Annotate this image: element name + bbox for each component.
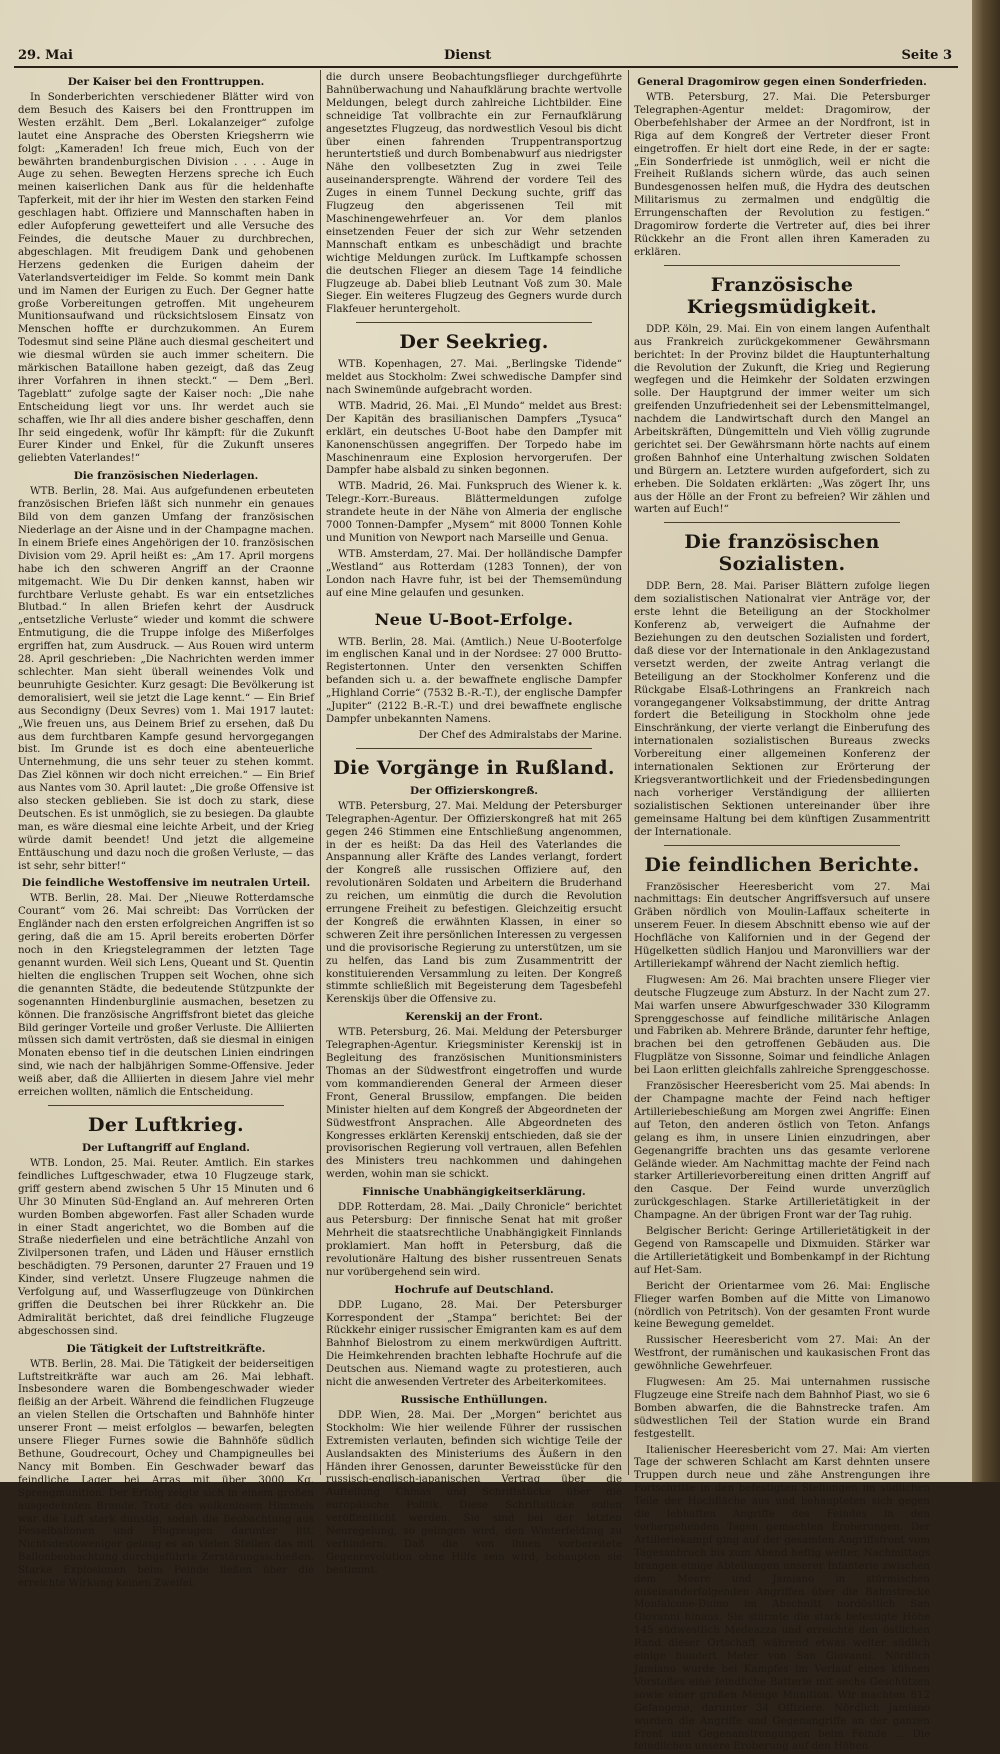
header-page-number: Seite 3	[901, 48, 952, 63]
header-date: 29. Mai	[18, 48, 73, 63]
article-westoffensive: WTB. Berlin, 28. Mai. Der „Nieuwe Rotterdamsche Courant“ vom 26. Mai schreibt: Das Vorrücken der Engländer nach den ersten erfolgreichen Angriffen ist so gering, daß die am 15. April bereits eroberten Dörfer noch in den Kriegstelegrammen der letzten Tage genannt wurden. Weil sich Lens, Queant und St. Quentin hielten die englischen Truppen seit Wochen, ohne sich die genannten Städte, die bedeutende Stützpunkte der sogenannten Hindenburglinie ausmachen, besetzen zu können. Die französische Angriffsfront bietet das gleiche Bild geringer Vorteile und großer Verluste. Die Alliierten müssen sich damit vertrösten, daß sie diesmal in einigen Monaten ebenso tief in die deutschen Linien eindringen sind, wie nach der halbjährigen Somme-Offensive. Jeder weiß aber, daß die Alliierten in diesem Jahre viel mehr erreichen wollten, nämlich die Entscheidung.	[18, 893, 314, 1099]
column-2	[326, 72, 622, 1576]
signature-admiralstab: Der Chef des Admiralstabs der Marine.	[418, 729, 622, 741]
article-offizierskongress: WTB. Petersburg, 27. Mai. Meldung der Petersburger Telegraphen-Agentur. Der Offizierskongreß hat mit 265 gegen 246 Stimmen eine Entschließung angenommen, in der es heißt: Da das Heil des Vaterlandes die Anspannung aller Kräfte des Landes verlangt, fordert der Kongreß alle russischen Offiziere auf, den revolutionären Soldaten und Arbeitern die Bruderhand zu reichen, um einmütig die durch die Revolution errungene Freiheit zu befestigen. Gleichzeitig ersucht der Kongreß die erwähnten Klassen, in einer so schweren Zeit ihre persönlichen Interessen zu vergessen und die provisorische Regierung zu unterstützen, um sie zu helfen, das Land bis zum Zusammentritt der konstituierenden Versammlung zu leiten. Der Kongreß stimmte schließlich mit Begeisterung dem Tagesbefehl Kerenskijs über die Offensive zu.	[326, 800, 622, 1006]
headline-taetigkeit: Die Tätigkeit der Luftstreitkräfte.	[66, 1342, 266, 1355]
article-niederlagen: WTB. Berlin, 28. Mai. Aus aufgefundenen erbeuteten französischen Briefen läßt sich nunmehr ein genaues Bild von dem ganzen Umfang der französischen Niederlage an der Aisne und in der Champagne machen. In einem Briefe eines Angehörigen der 10. französischen Division vom 29. April heißt es: „Am 17. April morgens habe ich den schweren Angriff an der Craonne mitgemacht. Wie Du Dir denken kannst, haben wir furchtbare Verluste gehabt. Es war ein entsetzliches Blutbad.“ In allen Briefen kehrt der Ausdruck „entsetzliche Verluste“ wieder und kommt die schwere Entmutigung, die die Truppe infolge des Mißerfolges ergriffen hat, zum Ausdruck. — Aus Rouen wird unterm 28. April geschrieben: „Die Nachrichten werden immer schlechter. Man sieht überall weinendes Volk und beunruhigte Gesichter. Kurz gesagt: Die Bevölkerung ist demoralisiert, weil sie jetzt die Lage kennt.“ — Ein Brief aus Secondigny (Deux Sevres) vom 1. Mai 1917 lautet: „Wie freuen uns, aus Deinem Brief zu ersehen, daß Du aus dem furchtbaren Kampfe gesund hervorgegangen bist. Im Grunde ist es doch eine abenteuerliche Unternehmung, die uns sehr teuer zu stehen kommt. Das Ziel können wir doch nicht erreichen.“ — Ein Brief aus Nantes vom 30. April lautet: „Die große Offensive ist also stecken geblieben. Sie ist doch zu stark, diese Deutschen. Es ist unmöglich, sie zu besiegen. Da glaubte man, es wäre diesmal eine leichte Arbeit, und der Krieg würde damit beendet! Und jetzt die allgemeine Enttäuschung und dazu noch die großen Verluste, — das ist sehr, sehr bitter!“	[18, 486, 314, 872]
headline-offizierskongress: Der Offizierskongreß.	[410, 784, 538, 797]
section-title-feindliche-berichte: Die feindlichen Berichte.	[644, 853, 920, 876]
report-orient: Bericht der Orientarmee vom 26. Mai: Englische Flieger warfen Bomben auf die Mitte von Limanowo (nördlich von Petritsch). Von der gesamten Front wurde keine Bewegung gemeldet.	[634, 1280, 930, 1331]
article-england: WTB. London, 25. Mai. Reuter. Amtlich. Ein starkes feindliches Luftgeschwader, etwa 10 Flugzeuge stark, griff gestern abend zwischen 5 Uhr 15 Minuten und 6 Uhr 30 Minuten Süd-England an. Auf mehreren Orten wurden Bomben abgeworfen. Fast aller Schaden wurde in einer Stadt angerichtet, wo die Bomben auf die Straße niederfielen und eine beträchtliche Anzahl von Zivilpersonen trafen, und Läden und Häuser ernstlich beschädigten. 79 Personen, darunter 27 Frauen und 19 Kinder, sind verletzt. Unsere Flugzeuge nahmen die Verfolgung auf, und Wasserflugzeuge von Dünkirchen griffen die Deutschen bei ihrer Rückkehr an. Die Admiralität berichtet, daß drei feindliche Flugzeuge abgeschossen sind.	[18, 1157, 314, 1337]
section-rule	[664, 845, 900, 846]
report-french-3: Französischer Heeresbericht vom 25. Mai abends: In der Champagne machte der Feind nach heftiger Artilleriebeschießung am Morgen zwei Angriffe: Einen auf Teton, den anderen östlich von Teton. Anfangs gelang es ihm, in unsere Linien einzudringen, aber Gegenangriffe brachten uns das gesamte verlorene Gelände wieder. Am Nachmittag machte der Feind nach starker Artillerievorbereitung einen dritten Angriff auf den Casque. Der Feind wurde unverzüglich zurückgeschlagen. Starke Artillerietätigkeit in der Champagne. An der übrigen Front war der Tag ruhig.	[634, 1081, 930, 1222]
section-title-uboot: Neue U-Boot-Erfolge.	[374, 609, 574, 629]
section-title-russland: Die Vorgänge in Rußland.	[333, 756, 615, 779]
headline-england: Der Luftangriff auf England.	[82, 1141, 250, 1154]
article-see-4: WTB. Amsterdam, 27. Mai. Der holländische Dampfer „Westland“ aus Rotterdam (1283 Tonnen), der von London nach Havre fuhr, ist bei der Themsemündung auf eine Mine gelaufen und gesunken.	[326, 548, 622, 599]
column-1	[18, 72, 314, 1590]
section-rule	[48, 1105, 284, 1106]
headline-finnland: Finnische Unabhängigkeitserklärung.	[362, 1186, 586, 1199]
page-edge	[972, 0, 1000, 1482]
article-enthuellungen: DDP. Wien, 28. Mai. Der „Morgen“ berichtet aus Stockholm: Wie hier weilende Führer der russischen Extremisten verlauten, befinden sich wichtige Teile der Auslandsakten des Ministeriums des Äußern in den Händen ihrer Genossen, darunter Beweisstücke für den russisch-englisch-japanischen Vertrag über die Aufteilung Chinas und Schriftstücke über die europäische Politik. Diese Schriftstücke sollen veröffentlicht werden. Sie sind bei der letzten Neuregelung, so gelingen wird, den Winterfeldzug zu verhindern. Daß die von ihnen vorbereitete Gegenrevolution ohne Hilfe sein wird, behaupten sie bestimmt.	[326, 1409, 622, 1576]
article-hochrufe: DDP. Lugano, 28. Mai. Der Petersburger Korrespondent der „Stampa“ berichtet: Bei der Rückkehr einiger russischer Emigranten kam es auf dem Bahnhof Bielostrom zu einem merkwürdigen Auftritt. Die Heimkehrenden brachten lebhafte Hochrufe auf die Deutschen aus. Niemand wagte zu protestieren, auch nicht die anwesenden Vertreter des Arbeiterkomitees.	[326, 1299, 622, 1389]
headline-niederlagen: Die französischen Niederlagen.	[73, 470, 259, 483]
headline-kerenskij: Kerenskij an der Front.	[405, 1011, 543, 1024]
section-rule	[356, 748, 592, 749]
article-finnland: DDP. Rotterdam, 28. Mai. „Daily Chronicle“ berichtet aus Petersburg: Der finnische Senat hat mit großer Mehrheit die staatsrechtliche Unabhängigkeit Finnlands proklamiert. Man hofft in Petersburg, daß die revolutionäre Haltung des bisher russentreuen Senats nur vorübergehend sein wird.	[326, 1202, 622, 1278]
section-rule	[664, 265, 900, 266]
article-kaiser: In Sonderberichten verschiedener Blätter wird von dem Besuch des Kaisers bei den Fronttruppen im Westen erzählt. Dem „Berl. Lokalanzeiger“ zufolge lautet eine Ansprache des Obersten Kriegsherrn wie folgt: „Kameraden! Ich freue mich, Euch von der bewährten brandenburgischen Division . . . . Auge in Auge zu sehen. Bewegten Herzens spreche ich Euch meinen kaiserlichen Dank aus für die heldenhafte Tapferkeit, mit der ihr hier im Westen den starken Feind geschlagen habt. Offiziere und Mannschaften haben in edler Aufopferung gewetteifert und alle Versuche des Feindes, die deutsche Mauer zu durchbrechen, abgeschlagen. Mit freudigem Dank und gehobenen Herzens gedenken die Eurigen daheim der Vaterlandsverteidiger im Felde. So kommt mein Dank und im Namen der Eurigen zu Euch. Der Gegner hatte große Vorbereitungen getroffen. Mit ungeheurem Munitionsaufwand und rücksichtslosem Einsatz von Menschen hoffte er durchzukommen. An Eurem Todesmut sind seine Pläne auch diesmal gescheitert und wie diesmal würden sie auch immer scheitern. Die märkischen Bataillone haben gezeigt, daß das Zeug ihrer Vorfahren in ihnen steckt.“ — Dem „Berl. Tageblatt“ zufolge sagte der Kaiser noch: „Die nahe Entscheidung liegt vor uns. Ihr werdet auch sie schaffen, wie Ihr all dies andere bisher geschaffen, denn Ihr seid eingedenk, wofür Ihr kämpft: für die Zukunft Eurer Kinder und Enkel, für die Zukunft unseres geliebten Vaterlandes!“	[18, 92, 314, 465]
article-sozialisten: DDP. Bern, 28. Mai. Pariser Blättern zufolge liegen dem sozialistischen Nationalrat vier Anträge vor, der erste lehnt die Beteiligung an der Stockholmer Konferenz ab, verweigert die Aufnahme der Beziehungen zu den deutschen Sozialisten und fordert, daß diese vor der Internationale in den Anklagezustand versetzt werden, der zweite Antrag verlangt die Beteiligung an der Stockholmer Konferenz und die Rückgabe Elsaß-Lothringens an Frankreich nach vorangegangener Volksabstimmung, der dritte Antrag fordert die Beteiligung in Stockholm ohne jede Einschränkung, der vierte verlangt die Einberufung des internationalen sozialistischen Bureaus zwecks Vorbereitung einer allgemeinen Konferenz der internationalen Sektionen zur Erörterung der Kriegsverantwortlichkeit und der Friedensbedingungen nach vorheriger Verständigung der alliierten sozialistischen Sektionen untereinander über ihre gemeinsame Haltung bei dem künftigen Zusammentritt der Internationale.	[634, 581, 930, 838]
headline-dragomirow: General Dragomirow gegen einen Sonderfrieden.	[637, 76, 927, 88]
article-continued: die durch unsere Beobachtungsflieger durchgeführte Bahnüberwachung und Nahaufklärung brachte wertvolle Meldungen, belegt durch zahlreiche Lichtbilder. Eine schneidige Tat vollbrachte ein zur Fernaufklärung angesetztes Flugzeug, das nordwestlich Vesoul bis dicht über einen fahrenden Truppentransportzug heruntertstieß und durch Bombenabwurf aus niedrigster Nähe den vollbesetzten Zug in zwei Teile auseinandersprengte. Während der vordere Teil des Zuges in einem Tunnel Deckung suchte, griff das Flugzeug den abgerissenen Teil mit Maschinengewehrfeuer an. Vor dem planlos einsetzenden Feuer der sich zur Wehr setzenden Mannschaft entkam es unbeschädigt und brachte wichtige Meldungen zurück. Im Luftkampfe schossen die deutschen Flieger an diesem Tage 14 feindliche Flugzeuge ab. Dabei blieb Leutnant Voß zum 30. Male Sieger. Ein weiteres Flugzeug des Gegners wurde durch Flakfeuer heruntergeholt.	[326, 72, 622, 316]
page-header	[14, 42, 958, 66]
article-see-1: WTB. Kopenhagen, 27. Mai. „Berlingske Tidende“ meldet aus Stockholm: Zwei schwedische Dampfer sind nach Swinemünde aufgebracht worden.	[326, 359, 622, 397]
article-kerenskij: WTB. Petersburg, 26. Mai. Meldung der Petersburger Telegraphen-Agentur. Kriegsminister Kerenskij ist in Begleitung des französischen Munitionsministers Thomas an der Südwestfront eingetroffen und wurde vom kommandierenden General der Armeen dieser Front, General Brussilow, empfangen. Die beiden Minister hielten auf dem Kongreß der Abgeordneten der Südwestfront Ansprachen. Alle Abgeordneten des Kongresses erklärten Kerenskij entschieden, daß sie der provisorischen Regierung voll vertrauen, allen Befehlen des Ministers treu nachkommen und dahingehen werden, wohin man sie schickt.	[326, 1027, 622, 1181]
headline-westoffensive: Die feindliche Westoffensive im neutralen Urteil.	[21, 877, 311, 890]
article-see-3: WTB. Madrid, 26. Mai. Funkspruch des Wiener k. k. Telegr.-Korr.-Bureaus. Blättermeldungen zufolge strandete heute in der Nähe von Almeria der englische 7000 Tonnen-Dampfer „Mysem“ mit 8000 Tonnen Kohle und Munition von Newport nach Marseille und Genua.	[326, 481, 622, 544]
section-title-seekrieg: Der Seekrieg.	[399, 331, 549, 354]
article-uboot: WTB. Berlin, 28. Mai. (Amtlich.) Neue U-Booterfolge im englischen Kanal und in der Nordsee: 27 000 Brutto-Registertonnen. Unter den versenkten Schiffen befanden sich u. a. der bewaffnete englische Dampfer „Highland Corrie“ (7532 B.-R.-T.), der englische Dampfer „Jupiter“ (2122 B.-R.-T.) und drei bewaffnete englische Dampfer unbekannten Namens.	[326, 636, 622, 725]
report-italian: Italienischer Heeresbericht vom 27. Mai: Am vierten Tage der schweren Schlacht am Karst dehnten unsere Truppen durch neue und zähe Anstrengungen ihre Fortschritte in den befestigten Stellungen im südlichen Teile der Hochfläche aus und behaupteten sich gegen die lebhaften Angriffe des Feindes in den vorhergehenden Tagen gemachten Eroberungen. Der Artilleriekampf ging auf der gesamten Angriffsfront vom Tagesanbruch bis zum Abend heftig weiter. Nachmittags brangen einige Abteilungen unserer Infanterie zwischen dem Meere und Jamiano in stürmischen auseinanderfolgenden Angriffen über die Bahnstrecke Monfalcone-Duino im Abschnitt nordöstlich San Giovanni hinaus. Sie stürmte die stark befestigte Höhe 145 südwestlich Medeazza und erreichte den östlichen Rand dieser Ortschaft während etwas weiter südlich einige hundert Meter von San Giovanni. Nördlich Jamiano wurde bei Kampfes im Verlauf eines kühnen Vorstoßes eine feindliche Batterie mit sechs Geschützen sowie einer großen Menge Munition. Wir machten 812 Gefangene, darunter 34 Offiziere. Nördlich Jamiano wurden die Angriffe und Gegenangriffe an der ganzen Front und Gegenanstrengungen beim Feinde ... Die feindlichen unsere Eroberung auf den Höhen	[634, 1444, 930, 1753]
section-title-luftkrieg: Der Luftkrieg.	[88, 1113, 244, 1136]
report-russian: Russischer Heeresbericht vom 27. Mai: An der Westfront, der rumänischen und kaukasischen Front das gewöhnliche Gewehrfeuer.	[634, 1335, 930, 1373]
header-rule	[14, 66, 958, 68]
headline-hochrufe: Hochrufe auf Deutschland.	[394, 1283, 554, 1296]
headline-enthuellungen: Russische Enthüllungen.	[400, 1393, 548, 1406]
article-taetigkeit: WTB. Berlin, 28. Mai. Die Tätigkeit der beiderseitigen Luftstreitkräfte war auch am 26. Mai lebhaft. Insbesondere waren die Bombengeschwader wieder fleißig an der Arbeit. Während die feindlichen Flugzeuge an vielen Stellen die Ortschaften und Bahnhöfe hinter unserer Front — meist erfolglos — bewarfen, belegten unsere Flieger Furnes sowie die Bahnhöfe südlich Bethune, Goudrecourt, Ochey und Champigneulles bei Nancy mit Bomben. Ein Geschwader bewarf das feindliche Lager bei Arras mit über 3000 Kg. Sprengmunition. Der Erfolg zeigte sich in einem großen ausgedehnten Brande. Trotz des wolkenlosen Himmels war die Luft stark dunstig, sodaß die Beobachtung aus Fesselballonen und Flugzeugen darunter litt. Nichtsdestoweniger gelang es an vielen Stellen das mit Ballonbeobachtung durchgeführte Zerstörungsschießen. Starke Explosionen beim Feinde ließen über die erreichte Wirkung keinen Zweifel.	[18, 1358, 314, 1590]
section-rule	[664, 522, 900, 523]
report-french-1: Französischer Heeresbericht vom 27. Mai nachmittags: Ein deutscher Angriffsversuch auf unsere Gräben nördlich von Moulin-Laffaux scheiterte in unserem Feuer. In diesem Abschnitt ebenso wie auf der Hochfläche von Kalifornien und in der Gegend der Hügelketten südlich Hanjou und Maronvilliers war der Artilleriekampf während der Nacht ziemlich heftig.	[634, 881, 930, 970]
column-divider	[628, 70, 629, 1475]
section-title-kriegsmuedigkeit: Französische Kriegsmüdigkeit.	[686, 273, 878, 318]
section-rule	[356, 322, 592, 323]
column-divider	[320, 70, 321, 1475]
section-title-sozialisten: Die französischen Sozialisten.	[684, 531, 880, 576]
column-3	[634, 72, 930, 1753]
article-see-2: WTB. Madrid, 26. Mai. „El Mundo“ meldet aus Brest: Der Kapitän des brasilianischen Dampfers „Tysuca“ erklärt, ein deutsches U-Boot habe den Dampfer mit Kanonenschüssen angegriffen. Der Torpedo habe im Maschinenraum eine Explosion hervorgerufen. Der Dampfer habe alsbald zu sinken begonnen.	[326, 400, 622, 477]
report-russian-air: Flugwesen: Am 25. Mai unternahmen russische Flugzeuge eine Streife nach dem Bahnhof Piast, wo sie 6 Bomben abwarfen, die die Bahnstrecke trafen. Am südwestlichen Teil der Station wurde ein Brand festgestellt.	[634, 1377, 930, 1440]
article-dragomirow: WTB. Petersburg, 27. Mai. Die Petersburger Telegraphen-Agentur meldet: Dragomirow, der Oberbefehlshaber der Armee an der Nordfront, ist in Riga auf dem Kongreß der Vertreter dieser Front eingetroffen. Er hielt dort eine Rede, in der er sagte: „Ein Sonderfriede ist unmöglich, weil er nicht die Freiheit Rußlands sichern würde, das auch seinen Bundesgenossen helfen muß, die Hydra des deutschen Militarismus zu zermalmen und endgültig die Errungenschaften der Revolution zu festigen.“ Dragomirow forderte die Vertreter auf, dies bei ihrer Rückkehr an die Front allen ihren Kameraden zu erklären.	[634, 92, 930, 258]
report-french-2: Flugwesen: Am 26. Mai brachten unsere Flieger vier deutsche Flugzeuge zum Absturz. In der Nacht zum 27. Mai warfen unsere Abwurfgeschwader 330 Kilogramm Sprenggeschosse auf feindliche militärische Anlagen und Fabriken ab. Mehrere Brände, darunter fehr heftige, brachen bei den getroffenen Gebäuden aus. Die Flugplätze von Sissonne, Soimar und feindliche Anlagen bei Laon erlitten gleichfalls zahlreiche Sprenggeschosse.	[634, 974, 930, 1077]
article-kriegsmuedigkeit: DDP. Köln, 29. Mai. Ein von einem langen Aufenthalt aus Frankreich zurückgekommener Gewährsmann berichtet: In der Provinz bildet die Hauptunterhaltung die Revolution der Zukunft, die Krieg und Regierung wegfegen und die Heimkehr der Soldaten erzwingen solle. Der Hauptgrund der immer weiter um sich greifenden Unzufriedenheit sei der Lebensmittelmangel, nachdem die Landwirtschaft durch den Mangel an Arbeitskräften, Düngemitteln und Vieh völlig zugrunde gerichtet sei. Der Gewährsmann hörte nachts auf einem großen Bahnhof eine Unterhaltung zwischen Soldaten und Bürgern an. Letztere wurden aufgefordert, sich zu erheben. Die Soldaten erklärten: „Was zögert Ihr, uns aus der Hölle an der Front zu befreien? Wir zählen und warten auf Euch!“	[634, 323, 930, 516]
headline-kaiser: Der Kaiser bei den Fronttruppen.	[67, 76, 265, 88]
report-belgian: Belgischer Bericht: Geringe Artillerietätigkeit in der Gegend von Ramscapelle und Dixmuiden. Stärker war die Artillerietätigkeit und Bombenkampf in der Richtung auf Het-Sam.	[634, 1226, 930, 1276]
header-day: Dienst	[444, 48, 492, 63]
